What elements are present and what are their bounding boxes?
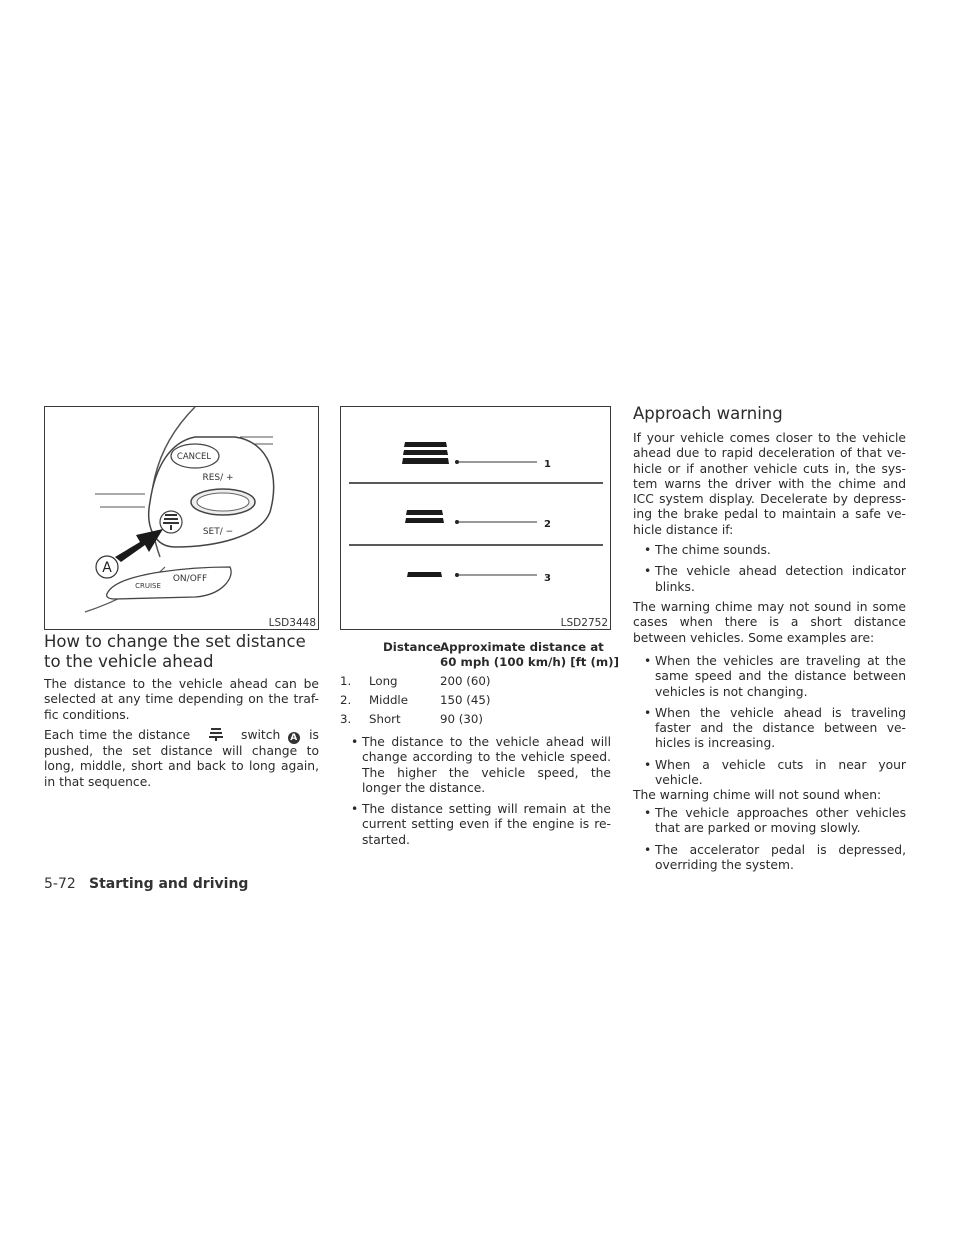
bar-label-1: 1 — [544, 459, 551, 470]
bullet-text: The distance to the vehicle ahead will change according to the vehicle speed. The higher the vehicle speed, the longer the distance. — [362, 735, 611, 795]
approach-bullets-2 — [641, 654, 906, 794]
row-2-value: 150 (45) — [440, 693, 491, 707]
steering-switch-illustration — [45, 407, 318, 629]
section-title: Starting and driving — [89, 876, 249, 892]
bullet-text: The distance setting will remain at the current setting even if the engine is re- started. — [362, 802, 611, 847]
approach-paragraph-2: The warning chime may not sound in some cases when there is a short distance between vehicles. Some examples are: — [633, 600, 906, 645]
row-1-num: 1. — [340, 674, 352, 688]
list-item: • The distance to the vehicle ahead will change according to the vehicle speed. The higher the vehicle speed, the longer the distance. — [351, 735, 611, 795]
para2-part-c: is pushed, the set distance will change to long, middle, short and back to long again, in that sequence. — [44, 728, 319, 789]
label-cancel: CANCEL — [176, 452, 212, 462]
bullet-text: When the vehicle ahead is traveling faster and the distance between ve- hicles is increasing. — [655, 705, 906, 751]
table-header-distance: Distance — [383, 640, 441, 654]
heading-line-2: to the vehicle ahead — [44, 652, 214, 671]
row-3-name: Short — [369, 712, 401, 726]
list-item: • When a vehicle cuts in near your vehicle. — [644, 757, 906, 788]
header-approx-line-2: 60 mph (100 km/h) [ft (m)] — [440, 655, 619, 669]
bar-label-2: 2 — [544, 519, 551, 530]
set-distance-paragraph-1: The distance to the vehicle ahead can be selected at any time depending on the traf- fic conditions. — [44, 677, 319, 722]
list-item: • When the vehicles are traveling at the same speed and the distance between vehicles is not changing. — [644, 654, 906, 699]
list-item: • When the vehicle ahead is traveling faster and the distance between ve- hicles is increasing. — [644, 705, 906, 751]
label-a: A — [102, 560, 112, 576]
table-header-approx — [440, 640, 619, 670]
heading-set-distance — [44, 632, 324, 672]
label-onoff: ON/OFF — [172, 574, 208, 584]
steering-switch-figure — [44, 406, 319, 630]
label-res: RES/ + — [202, 473, 234, 483]
approach-bullets-1 — [641, 543, 906, 601]
row-2-num: 2. — [340, 693, 352, 707]
list-item: • The chime sounds. — [644, 543, 771, 557]
bullet-text: When a vehicle cuts in near your vehicle. — [655, 757, 906, 788]
figure-code: LSD2752 — [560, 617, 608, 629]
list-item: • The accelerator pedal is depressed, overriding the system. — [644, 842, 906, 872]
bullet-text: The vehicle ahead detection indicator blinks. — [655, 564, 906, 594]
bullet-text: When the vehicles are traveling at the same speed and the distance between vehicles is not changing. — [655, 654, 906, 699]
distance-bars-illustration — [341, 407, 610, 629]
short-distance-bars — [407, 572, 442, 577]
row-3-value: 90 (30) — [440, 712, 483, 726]
callout-a-icon: A — [288, 732, 300, 744]
list-item: • The distance setting will remain at the current setting even if the engine is re- started. — [351, 802, 611, 847]
middle-distance-bars — [405, 510, 444, 523]
bar-label-3: 3 — [544, 573, 551, 584]
distance-display-figure — [340, 406, 611, 630]
list-item: • The vehicle ahead detection indicator blinks. — [644, 564, 906, 594]
para2-part-b: switch — [241, 728, 281, 742]
long-distance-bars — [402, 442, 449, 464]
distance-icon — [196, 727, 236, 741]
row-2-name: Middle — [369, 693, 408, 707]
label-set: SET/ − — [202, 527, 234, 537]
figure-code: LSD3448 — [268, 617, 316, 629]
row-3-num: 3. — [340, 712, 352, 726]
row-1-value: 200 (60) — [440, 674, 491, 688]
approach-bullets-3 — [641, 806, 906, 879]
approach-paragraph-3: The warning chime will not sound when: — [633, 788, 882, 802]
heading-approach-warning: Approach warning — [633, 404, 783, 423]
page-number: 5-72 — [44, 876, 76, 892]
bullet-text: The accelerator pedal is depressed, overriding the system. — [655, 842, 906, 872]
label-cruise: CRUISE — [135, 582, 161, 590]
heading-line-1: How to change the set distance — [44, 632, 306, 651]
bullet-text: The vehicle approaches other vehicles that are parked or moving slowly. — [655, 806, 906, 836]
approach-paragraph-1: If your vehicle comes closer to the vehicle ahead due to rapid deceleration of that ve- hicle or if another vehicle cuts in, the sys- tem warns the driver with the chime and ICC system display. Decelerate by depress- ing the brake pedal to maintain a safe ve- hicle distance if: — [633, 431, 906, 537]
set-distance-paragraph-2 — [44, 727, 319, 790]
para2-part-a: Each time the distance — [44, 728, 191, 742]
middle-bullet-list — [348, 735, 611, 854]
row-1-name: Long — [369, 674, 398, 688]
header-approx-line-1: Approximate distance at — [440, 640, 604, 654]
list-item: • The vehicle approaches other vehicles that are parked or moving slowly. — [644, 806, 906, 836]
bullet-text: The chime sounds. — [655, 543, 771, 557]
